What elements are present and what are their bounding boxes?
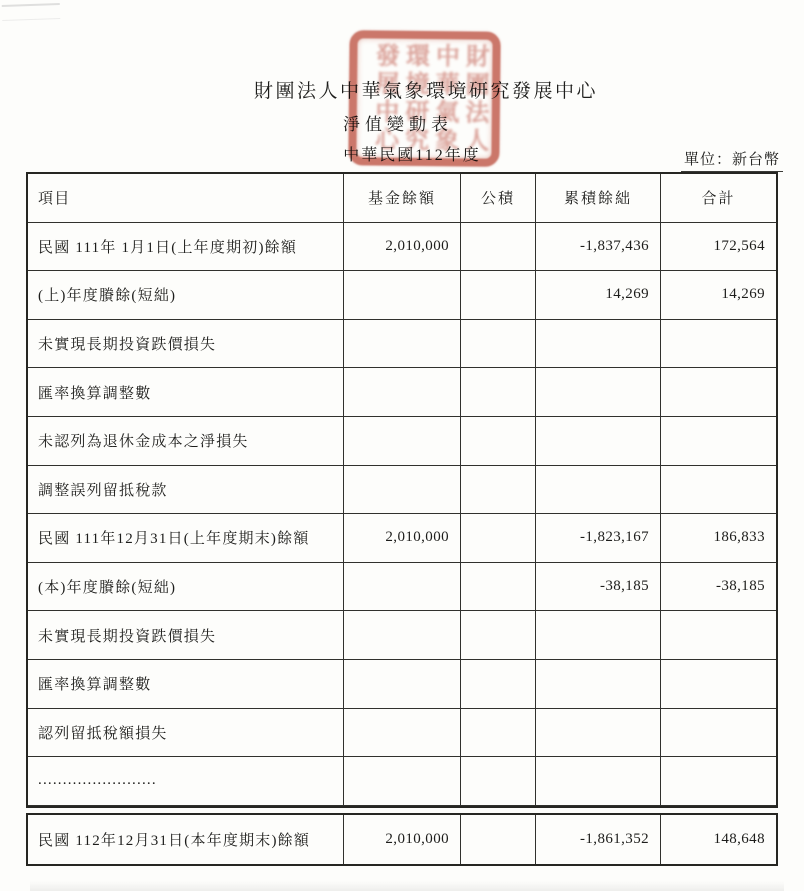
row-total: -38,185: [661, 563, 776, 612]
row-fund: 2,010,000: [344, 815, 461, 864]
table-main-section: [26, 172, 778, 808]
row-reserve: [461, 514, 536, 563]
row-fund: 2,010,000: [344, 223, 461, 272]
row-item: 匯率換算調整數: [28, 660, 344, 709]
row-total: [661, 660, 776, 709]
net-worth-change-table: [26, 172, 778, 866]
row-reserve: [461, 223, 536, 272]
row-reserve: [461, 466, 536, 515]
row-total: [661, 611, 776, 660]
row-accum: [536, 709, 661, 758]
statement-title: 淨值變動表: [343, 115, 453, 134]
row-reserve: [461, 271, 536, 320]
row-accum: [536, 611, 661, 660]
row-reserve: [461, 611, 536, 660]
row-accum: 14,269: [536, 271, 661, 320]
fiscal-year-title: 中華民國112年度: [343, 147, 481, 164]
row-reserve: [461, 709, 536, 758]
row-fund: [344, 417, 461, 466]
row-fund: [344, 611, 461, 660]
row-item-dotted: ........................: [28, 757, 344, 806]
row-accum: -1,837,436: [536, 223, 661, 272]
col-header-item: 項目: [28, 174, 344, 223]
row-total: 148,648: [713, 830, 765, 847]
row-item: 未實現長期投資跌價損失: [28, 611, 344, 660]
row-accum: [536, 660, 661, 709]
row-total: [661, 368, 776, 417]
col-header-accumulated-surplus: 累積餘絀: [536, 174, 661, 223]
col-header-reserve: 公積: [461, 174, 536, 223]
row-item: 民國 111年 1月1日(上年度期初)餘額: [28, 223, 344, 272]
row-reserve: [461, 563, 536, 612]
row-reserve: [461, 368, 536, 417]
org-name-title: 財團法人中華氣象環境研究發展中心: [253, 81, 598, 102]
seal-glyphs: 財團法人中華氣象環境研究發展中心: [370, 41, 488, 156]
row-item: (本)年度賸餘(短絀): [28, 563, 344, 612]
table-final-balance-row: [26, 813, 778, 866]
row-item: 民國 111年12月31日(上年度期末)餘額: [28, 514, 344, 563]
row-accum: [536, 757, 661, 806]
row-accum: [536, 466, 661, 515]
scan-artifact-bottom-edge: [30, 881, 784, 891]
scan-artifact-topleft: [2, 3, 61, 21]
row-reserve: [461, 660, 536, 709]
row-fund: [344, 660, 461, 709]
row-total: 172,564: [661, 223, 776, 272]
row-item: 民國 112年12月31日(本年度期末)餘額: [28, 815, 344, 864]
row-total: 186,833: [661, 514, 776, 563]
currency-unit-label: 單位：新台幣: [681, 148, 783, 172]
row-item: 匯率換算調整數: [28, 368, 344, 417]
row-accum: [536, 417, 661, 466]
row-item: 未實現長期投資跌價損失: [28, 320, 344, 369]
row-item: 調整誤列留抵稅款: [28, 466, 344, 515]
row-fund: [344, 368, 461, 417]
row-fund: [344, 320, 461, 369]
row-fund: [344, 757, 461, 806]
row-accum: -1,823,167: [536, 514, 661, 563]
col-header-fund-balance: 基金餘額: [344, 174, 461, 223]
row-fund: [344, 709, 461, 758]
row-item: 未認列為退休金成本之淨損失: [28, 417, 344, 466]
row-total: [661, 757, 776, 806]
row-fund: [344, 563, 461, 612]
row-fund: [344, 466, 461, 515]
row-reserve: [461, 757, 536, 806]
row-total: [661, 466, 776, 515]
row-item: 認列留抵稅額損失: [28, 709, 344, 758]
row-fund: [344, 271, 461, 320]
row-reserve: [461, 417, 536, 466]
row-item: (上)年度賸餘(短絀): [28, 271, 344, 320]
col-header-total: 合計: [661, 174, 776, 223]
row-accum: -38,185: [536, 563, 661, 612]
row-accum: -1,861,352: [536, 815, 661, 864]
row-total: 14,269: [661, 271, 776, 320]
row-total: [661, 417, 776, 466]
row-fund: 2,010,000: [344, 514, 461, 563]
row-accum: [536, 320, 661, 369]
row-total: [661, 709, 776, 758]
row-reserve: [461, 320, 536, 369]
row-accum: [536, 368, 661, 417]
row-reserve: [461, 815, 536, 864]
row-total: [661, 320, 776, 369]
